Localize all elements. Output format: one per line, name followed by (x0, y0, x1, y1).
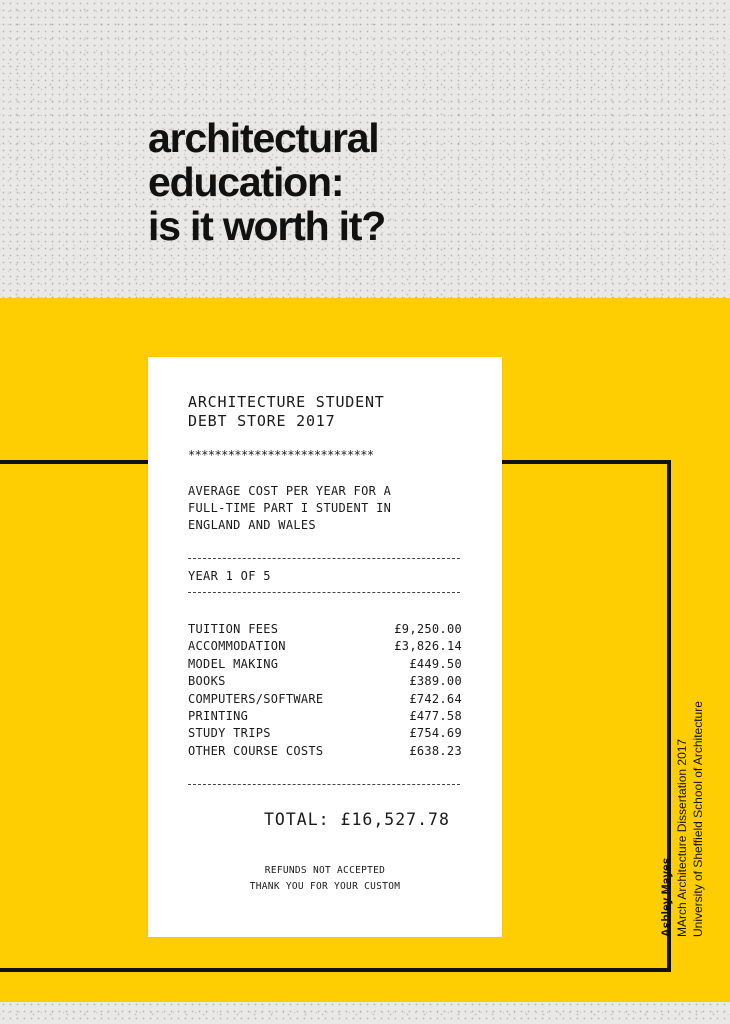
receipt-description-line: ENGLAND AND WALES (188, 518, 316, 532)
receipt-line-item (188, 743, 462, 760)
title-line: architectural (148, 115, 379, 161)
receipt-line-item (188, 725, 462, 742)
item-label: BOOKS (188, 674, 226, 689)
receipt-items (188, 621, 462, 760)
receipt-year: YEAR 1 OF 5 (188, 569, 271, 583)
receipt-line-item (188, 673, 462, 690)
item-label: TUITION FEES (188, 622, 279, 636)
item-amount: £389.00 (409, 674, 462, 689)
receipt-line-item (188, 621, 462, 638)
dissertation-title: MArch Architecture Dissertation 2017 (675, 738, 689, 937)
item-label: COMPUTERS/SOFTWARE (188, 691, 324, 706)
dashed-divider (188, 558, 460, 559)
receipt-description-line: FULL-TIME PART I STUDENT IN (188, 501, 392, 515)
receipt-description-line: AVERAGE COST PER YEAR FOR A (188, 484, 392, 498)
receipt-line-item (188, 708, 462, 725)
receipt-footer-line: REFUNDS NOT ACCEPTED (264, 865, 386, 876)
item-label: MODEL MAKING (188, 656, 279, 671)
receipt-header (188, 393, 385, 431)
cover-title (148, 116, 385, 248)
receipt-header-line: ARCHITECTURE STUDENT (188, 393, 385, 411)
receipt-total: TOTAL: £16,527.78 (264, 810, 450, 829)
receipt-line-item (188, 691, 462, 708)
item-amount: £742.64 (409, 691, 462, 706)
author-name: Ashley Mayes (659, 857, 673, 937)
receipt-line-item (188, 656, 462, 673)
title-line: is it worth it? (148, 203, 386, 249)
item-amount: £477.58 (409, 709, 462, 724)
item-label: OTHER COURSE COSTS (188, 743, 324, 758)
title-line: education: (148, 159, 344, 205)
item-amount: £449.50 (409, 656, 462, 671)
receipt-line-item (188, 638, 462, 655)
receipt-header-line: DEBT STORE 2017 (188, 412, 336, 430)
item-label: PRINTING (188, 709, 249, 724)
item-amount: £3,826.14 (394, 639, 462, 654)
receipt (148, 357, 502, 937)
receipt-footer-line: THANK YOU FOR YOUR CUSTOM (249, 881, 401, 892)
dashed-divider (188, 592, 460, 593)
dashed-divider (188, 784, 460, 785)
item-label: STUDY TRIPS (188, 726, 271, 741)
item-amount: £9,250.00 (394, 622, 462, 636)
author-credits (658, 701, 706, 937)
receipt-footer (148, 863, 502, 895)
receipt-star-divider: **************************** (188, 448, 374, 462)
receipt-description (188, 483, 391, 534)
item-amount: £754.69 (409, 726, 462, 741)
item-amount: £638.23 (409, 743, 462, 758)
school-name: University of Sheffield School of Architecture (691, 701, 705, 937)
item-label: ACCOMMODATION (188, 639, 286, 654)
